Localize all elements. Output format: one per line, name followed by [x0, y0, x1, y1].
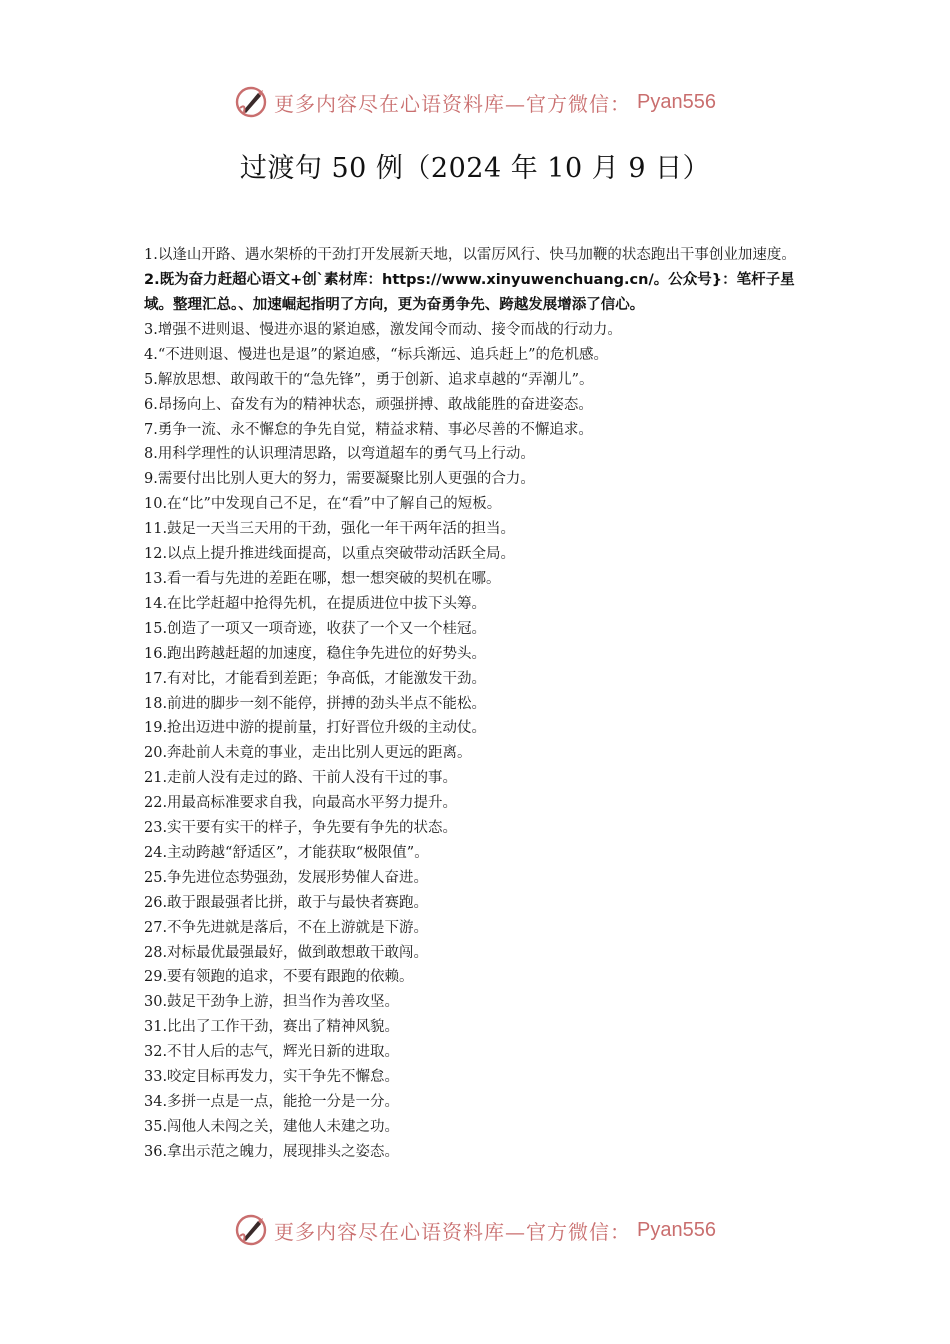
list-item: 11.鼓足一天当三天用的干劲，强化一年干两年活的担当。 — [144, 521, 516, 538]
list-item: 7.勇争一流、永不懈怠的争先自觉，精益求精、事必尽善的不懈追求。 — [144, 421, 593, 438]
list-item: 8.用科学理性的认识理清思路，以弯道超车的勇气马上行动。 — [144, 446, 535, 463]
list-item: 9.需要付出比别人更大的努力，需要凝聚比别人更强的合力。 — [144, 471, 535, 488]
banner-wechat-id: Pyan556 — [637, 1218, 716, 1241]
footer-banner — [0, 1210, 950, 1250]
list-item: 31.比出了工作干劲，赛出了精神风貌。 — [144, 1019, 400, 1036]
list-item: 17.有对比，才能看到差距；争高低，才能激发干劲。 — [144, 670, 487, 687]
list-item: 20.奔赴前人未竟的事业，走出比别人更远的距离。 — [144, 745, 472, 762]
list-item: 24.主动跨越“舒适区”，才能获取“极限值”。 — [144, 844, 429, 861]
list-item: 22.用最高标准要求自我，向最高水平努力提升。 — [144, 795, 458, 812]
list-item: 23.实干要有实干的样子，争先要有争先的状态。 — [144, 820, 458, 837]
list-item: 12.以点上提升推进线面提高，以重点突破带动活跃全局。 — [144, 546, 516, 563]
list-item: 28.对标最优最强最好，做到敢想敢干敢闯。 — [144, 944, 429, 961]
banner-text: 更多内容尽在心语资料库—官方微信： — [274, 91, 632, 116]
list-item: 34.多拼一点是一点，能抢一分是一分。 — [144, 1094, 400, 1110]
page-title: 过渡句 50 例（2024 年 10 月 9 日） — [239, 153, 711, 184]
list-item: 36.拿出示范之魄力，展现排头之姿态。 — [144, 1143, 400, 1160]
list-item-promo: 2.既为奋力赶超心语文+创`素材库：https://www.xinyuwenchuang.cn/。公众号}：笔杆子星域。整理汇总。、加速崛起指明了方向，更为奋勇争先、跨越发展增添了信心。 — [144, 271, 795, 313]
list-item: 25.争先进位态势强劲，发展形势催人奋进。 — [144, 869, 429, 886]
list-item: 27.不争先进就是落后，不在上游就是下游。 — [144, 919, 429, 936]
banner-text: 更多内容尽在心语资料库—官方微信： — [274, 1219, 632, 1244]
list-item: 13.看一看与先进的差距在哪，想一想突破的契机在哪。 — [144, 570, 501, 587]
list-item: 6.昂扬向上、奋发有为的精神状态，顽强拼搏、敢战能胜的奋进姿态。 — [144, 396, 593, 413]
list-item: 19.抢出迈进中游的提前量，打好晋位升级的主动仗。 — [144, 720, 487, 737]
list-item: 1.以逢山开路、遇水架桥的干劲打开发展新天地，以雷厉风行、快马加鞭的状态跑出干事创业加速度。 — [144, 247, 796, 263]
list-item: 35.闯他人未闯之关，建他人未建之功。 — [144, 1118, 400, 1135]
sentence-list — [144, 243, 814, 1165]
list-item: 10.在“比”中发现自己不足，在“看”中了解自己的短板。 — [144, 496, 502, 513]
list-item: 33.咬定目标再发力，实干争先不懈怠。 — [144, 1069, 400, 1086]
list-item: 16.跑出跨越赶超的加速度，稳住争先进位的好势头。 — [144, 645, 487, 662]
list-item: 30.鼓足干劲争上游，担当作为善攻坚。 — [144, 994, 400, 1011]
banner-wechat-id: Pyan556 — [637, 90, 716, 113]
list-item: 15.创造了一项又一项奇迹，收获了一个又一个桂冠。 — [144, 620, 487, 637]
quill-pen-circle-icon — [234, 85, 268, 119]
list-item: 21.走前人没有走过的路、干前人没有干过的事。 — [144, 770, 458, 787]
header-banner — [0, 82, 950, 122]
list-item: 5.解放思想、敢闯敢干的“急先锋”，勇于创新、追求卓越的“弄潮儿”。 — [144, 371, 594, 388]
list-item: 18.前进的脚步一刻不能停，拼搏的劲头半点不能松。 — [144, 695, 487, 712]
list-item: 32.不甘人后的志气，辉光日新的进取。 — [144, 1044, 400, 1061]
list-item: 29.要有领跑的追求，不要有跟跑的依赖。 — [144, 969, 414, 986]
list-item: 14.在比学赶超中抢得先机，在提质进位中拔下头筹。 — [144, 595, 487, 612]
list-item: 3.增强不进则退、慢进亦退的紧迫感，激发闻令而动、接令而战的行动力。 — [144, 321, 622, 338]
list-item: 4.“不进则退、慢进也是退”的紧迫感，“标兵渐远、追兵赶上”的危机感。 — [144, 346, 608, 363]
quill-pen-circle-icon — [234, 1213, 268, 1247]
list-item: 26.敢于跟最强者比拼，敢于与最快者赛跑。 — [144, 894, 429, 911]
